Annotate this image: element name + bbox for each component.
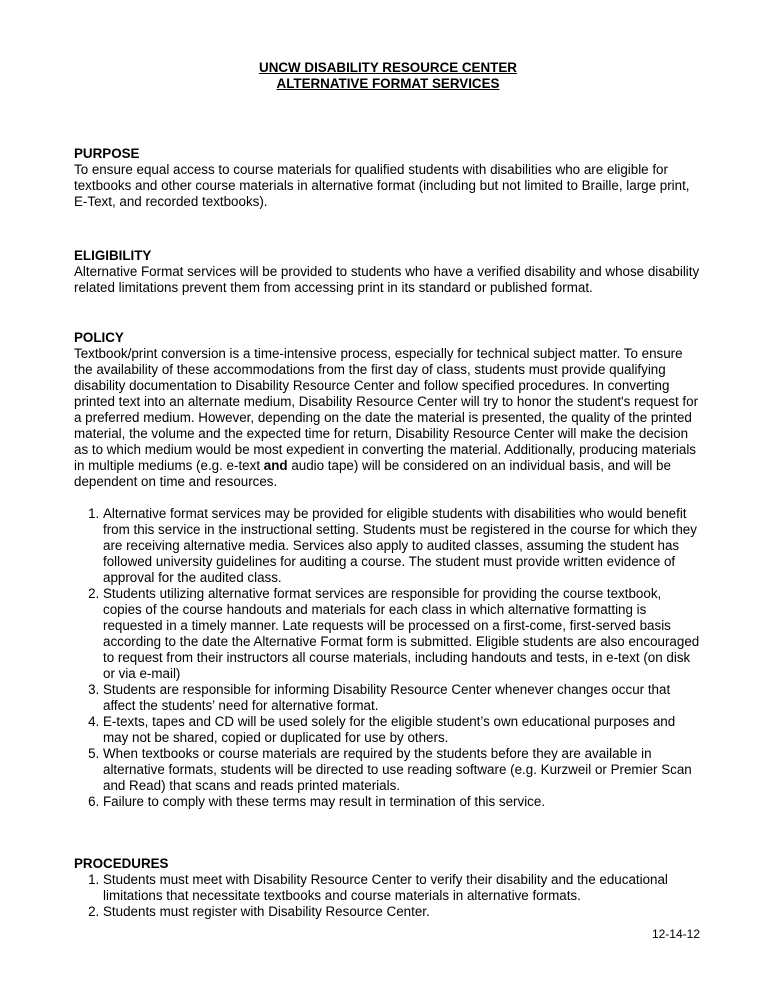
policy-text-bold: and (263, 458, 288, 473)
policy-text-part2: audio tape) will be considered on an individual basis, and will be dependent on time and resources. (74, 458, 671, 489)
doc-title-line2: ALTERNATIVE FORMAT SERVICES (276, 76, 500, 91)
policy-heading: POLICY (74, 330, 124, 345)
procedures-heading: PROCEDURES (74, 856, 169, 871)
document-page (74, 60, 702, 920)
list-item: 2. Students utilizing alternative format services are responsible for providing the course textbook, copies of the course handouts and materials for each class in which alternative formatting is requested in a timely manner. Late requests will be processed on a first-come, first-served basis according to the date the Alternative Format form is submitted. Eligible students are also encouraged to request from their instructors all course materials, including handouts and tests, in e-text (on disk or via e-mail) (103, 586, 702, 682)
eligibility-text: Alternative Format services will be provided to students who have a verified disability and whose disability related limitations prevent them from accessing print in its standard or published format. (74, 264, 700, 295)
list-item: 3. Students are responsible for informing Disability Resource Center whenever changes occur that affect the students’ need for alternative format. (103, 682, 702, 714)
purpose-heading: PURPOSE (74, 146, 140, 161)
procedures-list (74, 872, 702, 920)
list-item: 6. Failure to comply with these terms may result in termination of this service. (103, 794, 702, 810)
list-item: 2. Students must register with Disability Resource Center. (103, 904, 702, 920)
policy-list (74, 506, 702, 810)
policy-text (74, 346, 702, 490)
list-item: 1. Students must meet with Disability Resource Center to verify their disability and the educational limitations that necessitate textbooks and course materials in alternative formats. (103, 872, 702, 904)
footer-date: 12-14-12 (651, 927, 700, 941)
list-item: 4. E-texts, tapes and CD will be used solely for the eligible student’s own educational purposes and may not be shared, copied or duplicated for use by others. (103, 714, 702, 746)
eligibility-heading: ELIGIBILITY (74, 248, 152, 263)
purpose-text: To ensure equal access to course materials for qualified students with disabilities who are eligible for textbooks and other course materials in alternative format (including but not limited to Braille, large print, E-Text, and recorded textbooks). (74, 162, 690, 209)
policy-text-part1: Textbook/print conversion is a time-intensive process, especially for technical subject matter. To ensure the availability of these accommodations from the first day of class, students must provide qualifying disability documentation to Disability Resource Center and follow specified procedures. In converting printed text into an alternate medium, Disability Resource Center will try to honor the student's request for a preferred medium. However, depending on the date the material is presented, the quality of the printed material, the volume and the expected time for return, Disability Resource Center will make the decision as to which medium would be most expedient in converting the material. Additionally, producing materials in multiple mediums (e.g. e-text (74, 346, 699, 473)
list-item: 1. Alternative format services may be provided for eligible students with disabilities who would benefit from this service in the instructional setting. Students must be registered in the course for which they are receiving alternative media. Services also apply to audited classes, assuming the student has followed university guidelines for auditing a course. The student must provide written evidence of approval for the audited class. (103, 506, 702, 586)
list-item: 5. When textbooks or course materials are required by the students before they are available in alternative formats, students will be directed to use reading software (e.g. Kurzweil or Premier Scan and Read) that scans and reads printed materials. (103, 746, 702, 794)
doc-title-line1: UNCW DISABILITY RESOURCE CENTER (259, 60, 517, 75)
